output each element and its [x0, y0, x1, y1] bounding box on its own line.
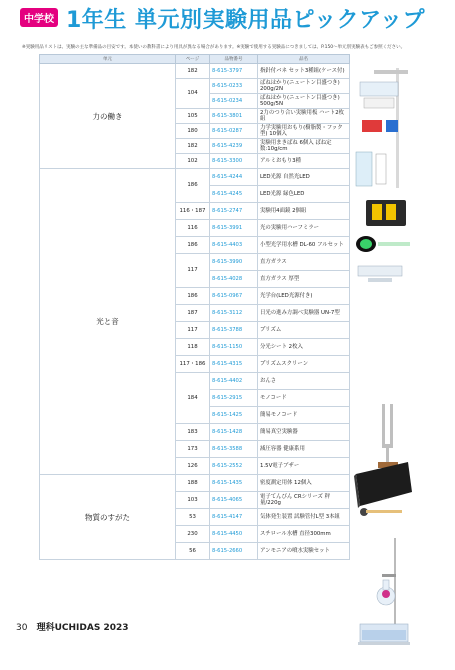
- page-cell: 53: [176, 509, 210, 526]
- catalog-brand: 理科UCHIDAS 2023: [36, 623, 129, 633]
- page-cell: 182: [176, 64, 210, 79]
- page-cell: 180: [176, 124, 210, 139]
- product-name-cell: アンモニアの噴水実験セット: [258, 543, 350, 560]
- product-name-cell: 気体発生装置 試験管付L型 3本組: [258, 509, 350, 526]
- page-cell: 187: [176, 305, 210, 322]
- table-header-row: [40, 55, 350, 64]
- product-name-cell: 力学実験用おもり(樹脂製・フック型) 10個入: [258, 124, 350, 139]
- table-row: [40, 475, 350, 492]
- product-code-cell: 8-615-1428: [210, 424, 258, 441]
- product-code-cell: 8-615-3797: [210, 64, 258, 79]
- page-cell: 183: [176, 424, 210, 441]
- product-code-cell: 8-615-0234: [210, 94, 258, 109]
- category-cell: 光と音: [40, 169, 176, 475]
- product-code-cell: 8-615-4244: [210, 169, 258, 186]
- product-name-cell: アルミおもり3種: [258, 154, 350, 169]
- product-name-cell: モノコード: [258, 390, 350, 407]
- page-cell: 118: [176, 339, 210, 356]
- product-name-cell: 簡易モノコード: [258, 407, 350, 424]
- product-name-cell: 電子てんびん CRシリーズ 秤量/220g: [258, 492, 350, 509]
- product-code-cell: 8-615-4028: [210, 271, 258, 288]
- table-row: [40, 64, 350, 79]
- page-cell: 186: [176, 237, 210, 254]
- product-name-cell: 直方ガラス 厚型: [258, 271, 350, 288]
- category-cell: 力の働き: [40, 64, 176, 169]
- product-name-cell: 密度測定用体 12個入: [258, 475, 350, 492]
- product-name-cell: 実験用4面鏡 2個組: [258, 203, 350, 220]
- product-code-cell: 8-615-0967: [210, 288, 258, 305]
- product-code-cell: 8-615-4245: [210, 186, 258, 203]
- product-code-cell: 8-615-3112: [210, 305, 258, 322]
- page-cell: 102: [176, 154, 210, 169]
- col-header-page: ページ: [176, 55, 210, 64]
- product-code-cell: 8-615-4402: [210, 373, 258, 390]
- product-name-cell: スチロール水槽 直径300mm: [258, 526, 350, 543]
- page-header: [0, 0, 455, 42]
- product-code-cell: 8-615-4147: [210, 509, 258, 526]
- product-name-cell: LED光源 自然光LED: [258, 169, 350, 186]
- page-cell: 182: [176, 139, 210, 154]
- led-light-photo: [352, 194, 414, 324]
- page-cell: 104: [176, 79, 210, 109]
- page-cell: 186: [176, 288, 210, 305]
- page-cell: 117・186: [176, 356, 210, 373]
- col-header-name: 品名: [258, 55, 350, 64]
- product-code-cell: 8-615-4450: [210, 526, 258, 543]
- product-code-cell: 8-615-4315: [210, 356, 258, 373]
- product-code-cell: 8-615-3991: [210, 220, 258, 237]
- product-name-cell: 2力のつり合い実験用板 ハート2枚組: [258, 109, 350, 124]
- page-cell: 188: [176, 475, 210, 492]
- product-name-cell: LED光源 緑色LED: [258, 186, 350, 203]
- product-name-cell: 日光の進み方調べ実験器 UN-7型: [258, 305, 350, 322]
- category-cell: 物質のすがた: [40, 475, 176, 560]
- page-cell: 116: [176, 220, 210, 237]
- page-cell: 56: [176, 543, 210, 560]
- usage-note: ※実験用品リストは、実験の主な準備品の目安です。本使いの教科書により用具が異なる場合があります。※実験で使用する実験品につきましては、P.150〜単元別実験表もご参照ください。: [22, 45, 406, 50]
- product-name-cell: 1.5V電子ブザー: [258, 458, 350, 475]
- product-code-cell: 8-615-4239: [210, 139, 258, 154]
- product-table-wrap: [39, 54, 349, 560]
- product-code-cell: 8-615-2660: [210, 543, 258, 560]
- product-name-cell: 直方ガラス: [258, 254, 350, 271]
- page-cell: 105: [176, 109, 210, 124]
- lab-glassware-photo: [352, 534, 414, 670]
- product-code-cell: 8-615-1425: [210, 407, 258, 424]
- product-name-cell: 光の実験用ハーフミラー: [258, 220, 350, 237]
- page-cell: 230: [176, 526, 210, 543]
- product-code-cell: 8-615-1435: [210, 475, 258, 492]
- product-name-cell: 減圧容器 健康系用: [258, 441, 350, 458]
- product-code-cell: 8-615-3788: [210, 322, 258, 339]
- product-code-cell: 8-615-2552: [210, 458, 258, 475]
- product-code-cell: 8-615-3801: [210, 109, 258, 124]
- product-code-cell: 8-615-3300: [210, 154, 258, 169]
- page-cell: 126: [176, 458, 210, 475]
- page-footer: [16, 620, 129, 633]
- product-name-cell: プリズムスクリーン: [258, 356, 350, 373]
- col-header-unit: 单元: [40, 55, 176, 64]
- tuning-fork-photo: [352, 400, 414, 550]
- col-header-code: 品物番号: [210, 55, 258, 64]
- product-name-cell: ばねはかり(ニュートン目盛つき) 500g/5N: [258, 94, 350, 109]
- product-code-cell: 8-615-2747: [210, 203, 258, 220]
- product-name-cell: 実験用まきばね 6個入 ばね定数:10g/cm: [258, 139, 350, 154]
- product-table: [39, 54, 350, 560]
- product-code-cell: 8-615-2915: [210, 390, 258, 407]
- page-cell: 103: [176, 492, 210, 509]
- page-cell: 186: [176, 169, 210, 203]
- product-code-cell: 8-615-4065: [210, 492, 258, 509]
- product-name-cell: 分光シート 2枚入: [258, 339, 350, 356]
- school-level-badge: 中学校: [20, 8, 58, 27]
- product-code-cell: 8-615-1150: [210, 339, 258, 356]
- product-name-cell: 簡易真空実験器: [258, 424, 350, 441]
- page-cell: 116・187: [176, 203, 210, 220]
- product-code-cell: 8-615-3588: [210, 441, 258, 458]
- product-name-cell: 光学台(LED光源付き): [258, 288, 350, 305]
- product-code-cell: 8-615-0287: [210, 124, 258, 139]
- product-name-cell: 指針付バネ セット3種組(ケース付): [258, 64, 350, 79]
- product-code-cell: 8-615-3990: [210, 254, 258, 271]
- page-number: 30: [16, 623, 28, 633]
- product-code-cell: 8-615-4403: [210, 237, 258, 254]
- page-cell: 173: [176, 441, 210, 458]
- page-cell: 184: [176, 373, 210, 424]
- table-body: [40, 64, 350, 560]
- page-title: 1年生 単元別実験用品ピックアップ: [66, 8, 426, 33]
- product-name-cell: 小型光学用水槽 DL-60 フルセット: [258, 237, 350, 254]
- product-name-cell: おんさ: [258, 373, 350, 390]
- page-cell: 117: [176, 322, 210, 339]
- product-code-cell: 8-615-0233: [210, 79, 258, 94]
- product-name-cell: プリズム: [258, 322, 350, 339]
- page-cell: 117: [176, 254, 210, 288]
- table-row: [40, 169, 350, 186]
- product-name-cell: ばねはかり(ニュートン目盛つき) 200g/2N: [258, 79, 350, 94]
